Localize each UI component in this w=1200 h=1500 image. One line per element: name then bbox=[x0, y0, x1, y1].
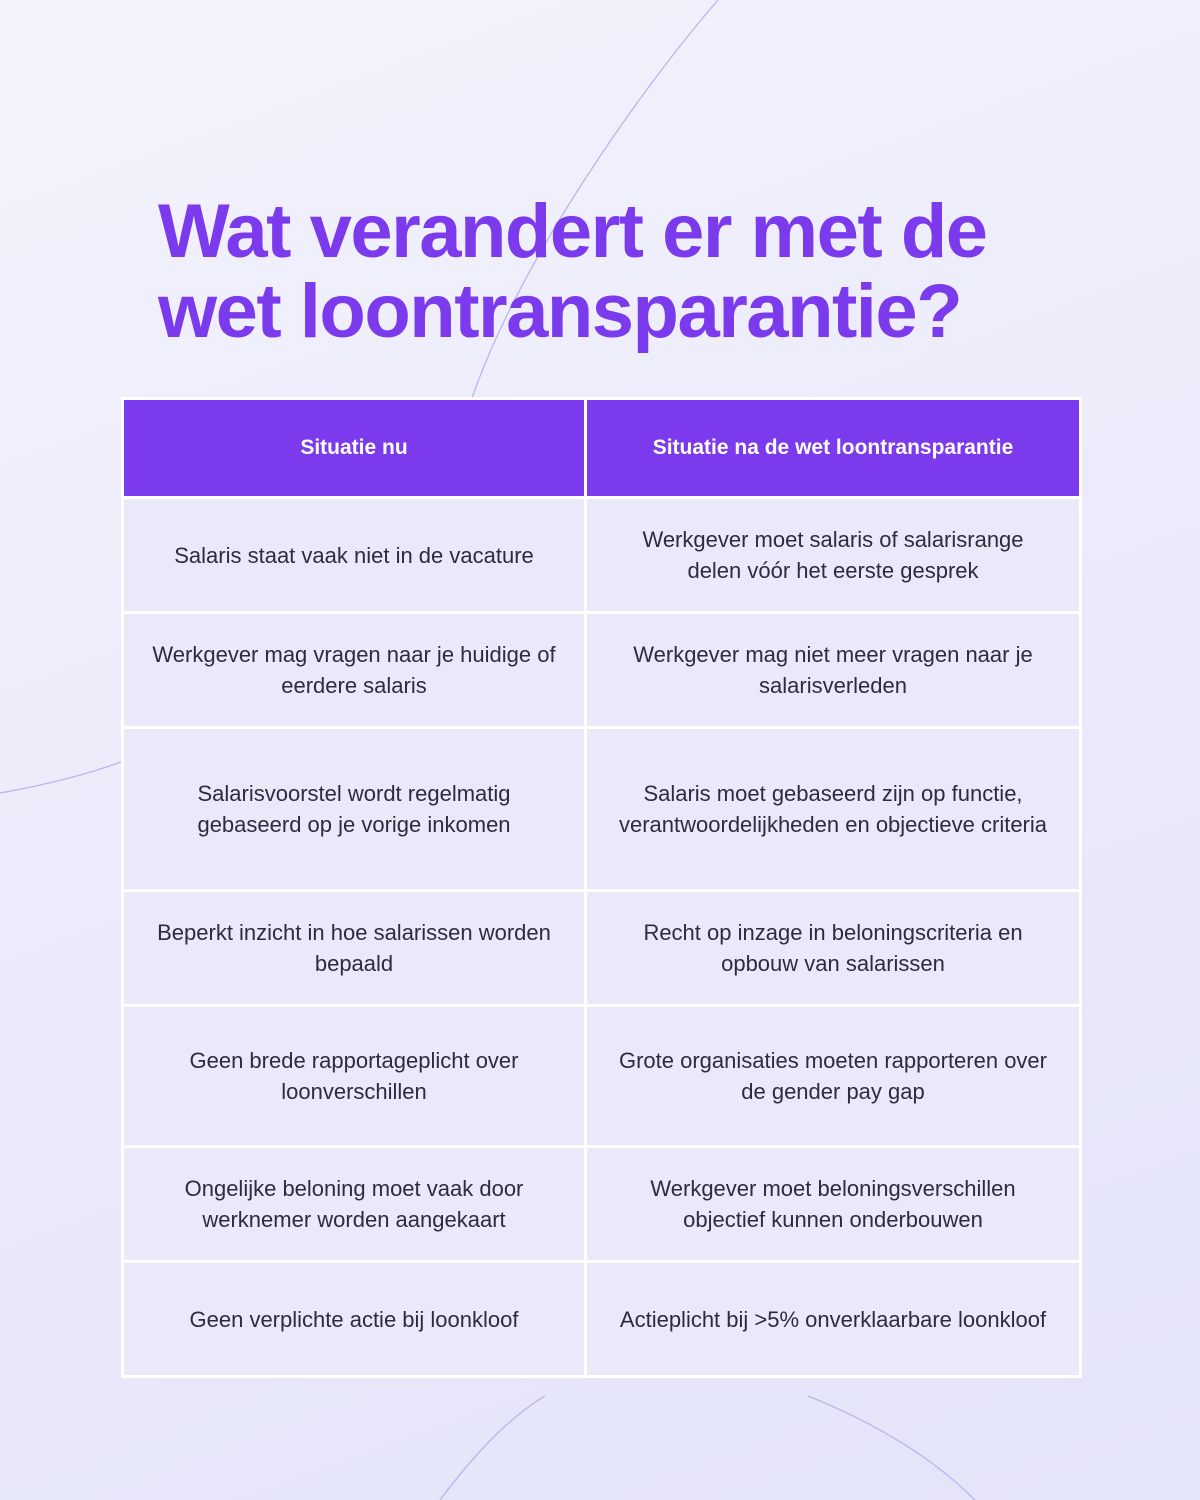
table-row bbox=[123, 498, 1081, 613]
decor-curve-left bbox=[0, 762, 121, 793]
table-cell-after-law: Werkgever mag niet meer vragen naar je salarisverleden bbox=[586, 613, 1081, 728]
decor-curve-bottom-left bbox=[440, 1396, 545, 1500]
table-cell-current: Salarisvoorstel wordt regelmatig gebaseerd op je vorige inkomen bbox=[123, 728, 586, 891]
page-title-line-2: wet loontransparantie? bbox=[158, 269, 962, 354]
table-cell-current: Beperkt inzicht in hoe salarissen worden bepaald bbox=[123, 891, 586, 1006]
table-cell-after-law: Werkgever moet salaris of salarisrange delen vóór het eerste gesprek bbox=[586, 498, 1081, 613]
table-row bbox=[123, 1262, 1081, 1377]
table-cell-after-law: Recht op inzage in beloningscriteria en opbouw van salarissen bbox=[586, 891, 1081, 1006]
table-cell-current: Werkgever mag vragen naar je huidige of eerdere salaris bbox=[123, 613, 586, 728]
table-cell-current: Geen verplichte actie bij loonkloof bbox=[123, 1262, 586, 1377]
table-row bbox=[123, 1147, 1081, 1262]
table-cell-current: Ongelijke beloning moet vaak door werknemer worden aangekaart bbox=[123, 1147, 586, 1262]
table-row bbox=[123, 891, 1081, 1006]
table-header-row bbox=[123, 399, 1081, 498]
page-title bbox=[158, 189, 1098, 354]
table-row bbox=[123, 1006, 1081, 1147]
comparison-table-container bbox=[121, 397, 1079, 1378]
page-title-line-1: Wat verandert er met de bbox=[158, 189, 987, 274]
table-row bbox=[123, 613, 1081, 728]
decor-curve-bottom-right bbox=[808, 1396, 975, 1500]
table-cell-current: Geen brede rapportageplicht over loonverschillen bbox=[123, 1006, 586, 1147]
column-header-after-law: Situatie na de wet loontransparantie bbox=[586, 399, 1081, 498]
table-row bbox=[123, 728, 1081, 891]
table-cell-current: Salaris staat vaak niet in de vacature bbox=[123, 498, 586, 613]
table-cell-after-law: Grote organisaties moeten rapporteren over de gender pay gap bbox=[586, 1006, 1081, 1147]
table-cell-after-law: Werkgever moet beloningsverschillen objectief kunnen onderbouwen bbox=[586, 1147, 1081, 1262]
table-cell-after-law: Actieplicht bij >5% onverklaarbare loonkloof bbox=[586, 1262, 1081, 1377]
column-header-current: Situatie nu bbox=[123, 399, 586, 498]
table-cell-after-law: Salaris moet gebaseerd zijn op functie, verantwoordelijkheden en objectieve criteria bbox=[586, 728, 1081, 891]
comparison-table bbox=[121, 397, 1082, 1378]
